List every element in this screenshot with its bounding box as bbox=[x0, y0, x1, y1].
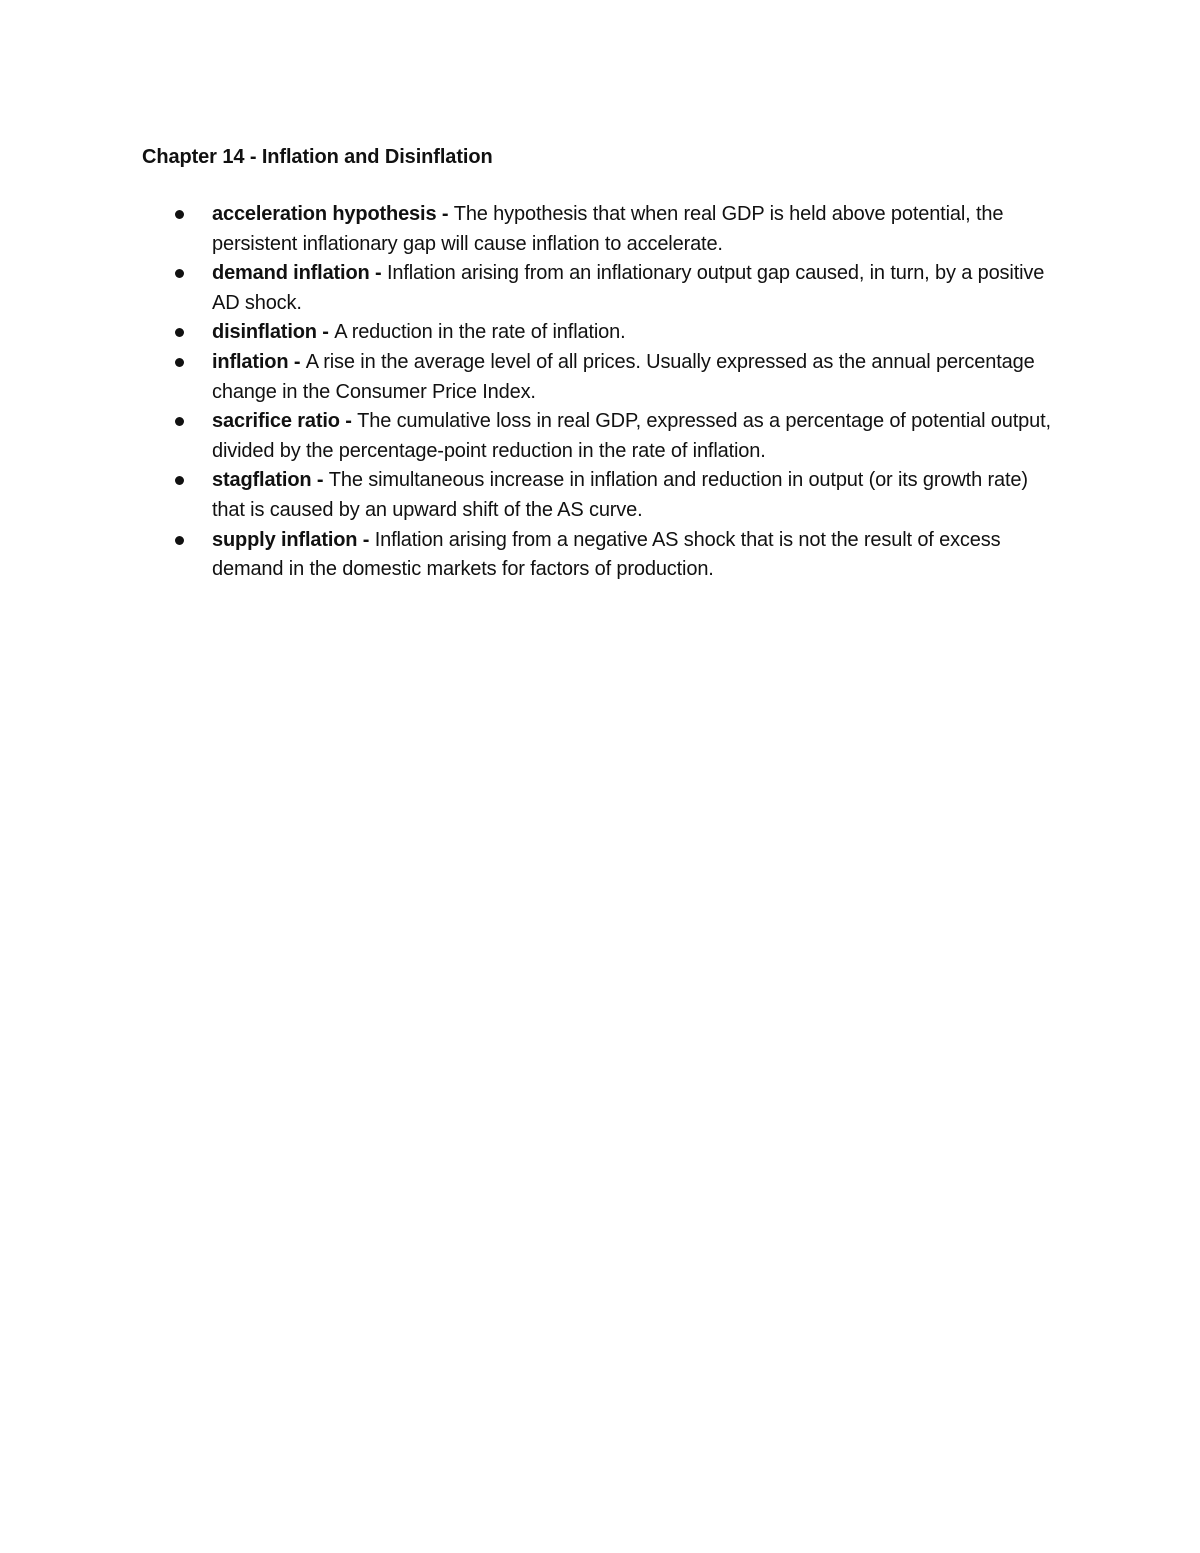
bullet-icon bbox=[175, 269, 184, 278]
glossary-definition: Inflation arising from an inflationary output gap caused, in turn, by a positive AD shock. bbox=[212, 262, 1045, 314]
bullet-icon bbox=[175, 417, 184, 426]
glossary-definition: The cumulative loss in real GDP, expressed as a percentage of potential output, divided by the percentage-point reduction in the rate of inflation. bbox=[212, 410, 1051, 462]
page-title: Chapter 14 - Inflation and Disinflation bbox=[142, 146, 493, 168]
glossary-definition: The hypothesis that when real GDP is held above potential, the persistent inflationary gap will cause inflation to accelerate. bbox=[212, 203, 1004, 255]
glossary-term: disinflation - bbox=[212, 321, 335, 344]
glossary-entry bbox=[142, 318, 1062, 348]
bullet-icon bbox=[175, 328, 184, 337]
bullet-icon bbox=[175, 358, 184, 367]
glossary-list bbox=[142, 200, 1062, 585]
glossary-entry bbox=[142, 348, 1062, 407]
glossary-entry bbox=[142, 259, 1062, 318]
glossary-term: stagflation - bbox=[212, 469, 329, 492]
glossary-definition: A reduction in the rate of inflation. bbox=[334, 321, 626, 344]
glossary-entry bbox=[142, 466, 1062, 525]
bullet-icon bbox=[175, 536, 184, 545]
glossary-entry bbox=[142, 200, 1062, 259]
bullet-icon bbox=[175, 476, 184, 485]
glossary-definition: The simultaneous increase in inflation and reduction in output (or its growth rate) that is caused by an upward shift of the AS curve. bbox=[212, 469, 1028, 521]
glossary-term: supply inflation - bbox=[212, 528, 375, 551]
glossary-entry bbox=[142, 526, 1062, 585]
glossary-definition: A rise in the average level of all prices. Usually expressed as the annual percentage change in the Consumer Price Index. bbox=[212, 350, 1035, 403]
glossary-term: sacrifice ratio - bbox=[212, 410, 358, 433]
glossary-definition: Inflation arising from a negative AS shock that is not the result of excess demand in the domestic markets for factors of production. bbox=[212, 528, 1001, 581]
glossary-term: demand inflation - bbox=[212, 262, 387, 285]
bullet-icon bbox=[175, 210, 184, 219]
glossary-term: acceleration hypothesis - bbox=[212, 203, 454, 225]
glossary-term: inflation - bbox=[212, 350, 306, 373]
glossary-entry bbox=[142, 407, 1062, 466]
